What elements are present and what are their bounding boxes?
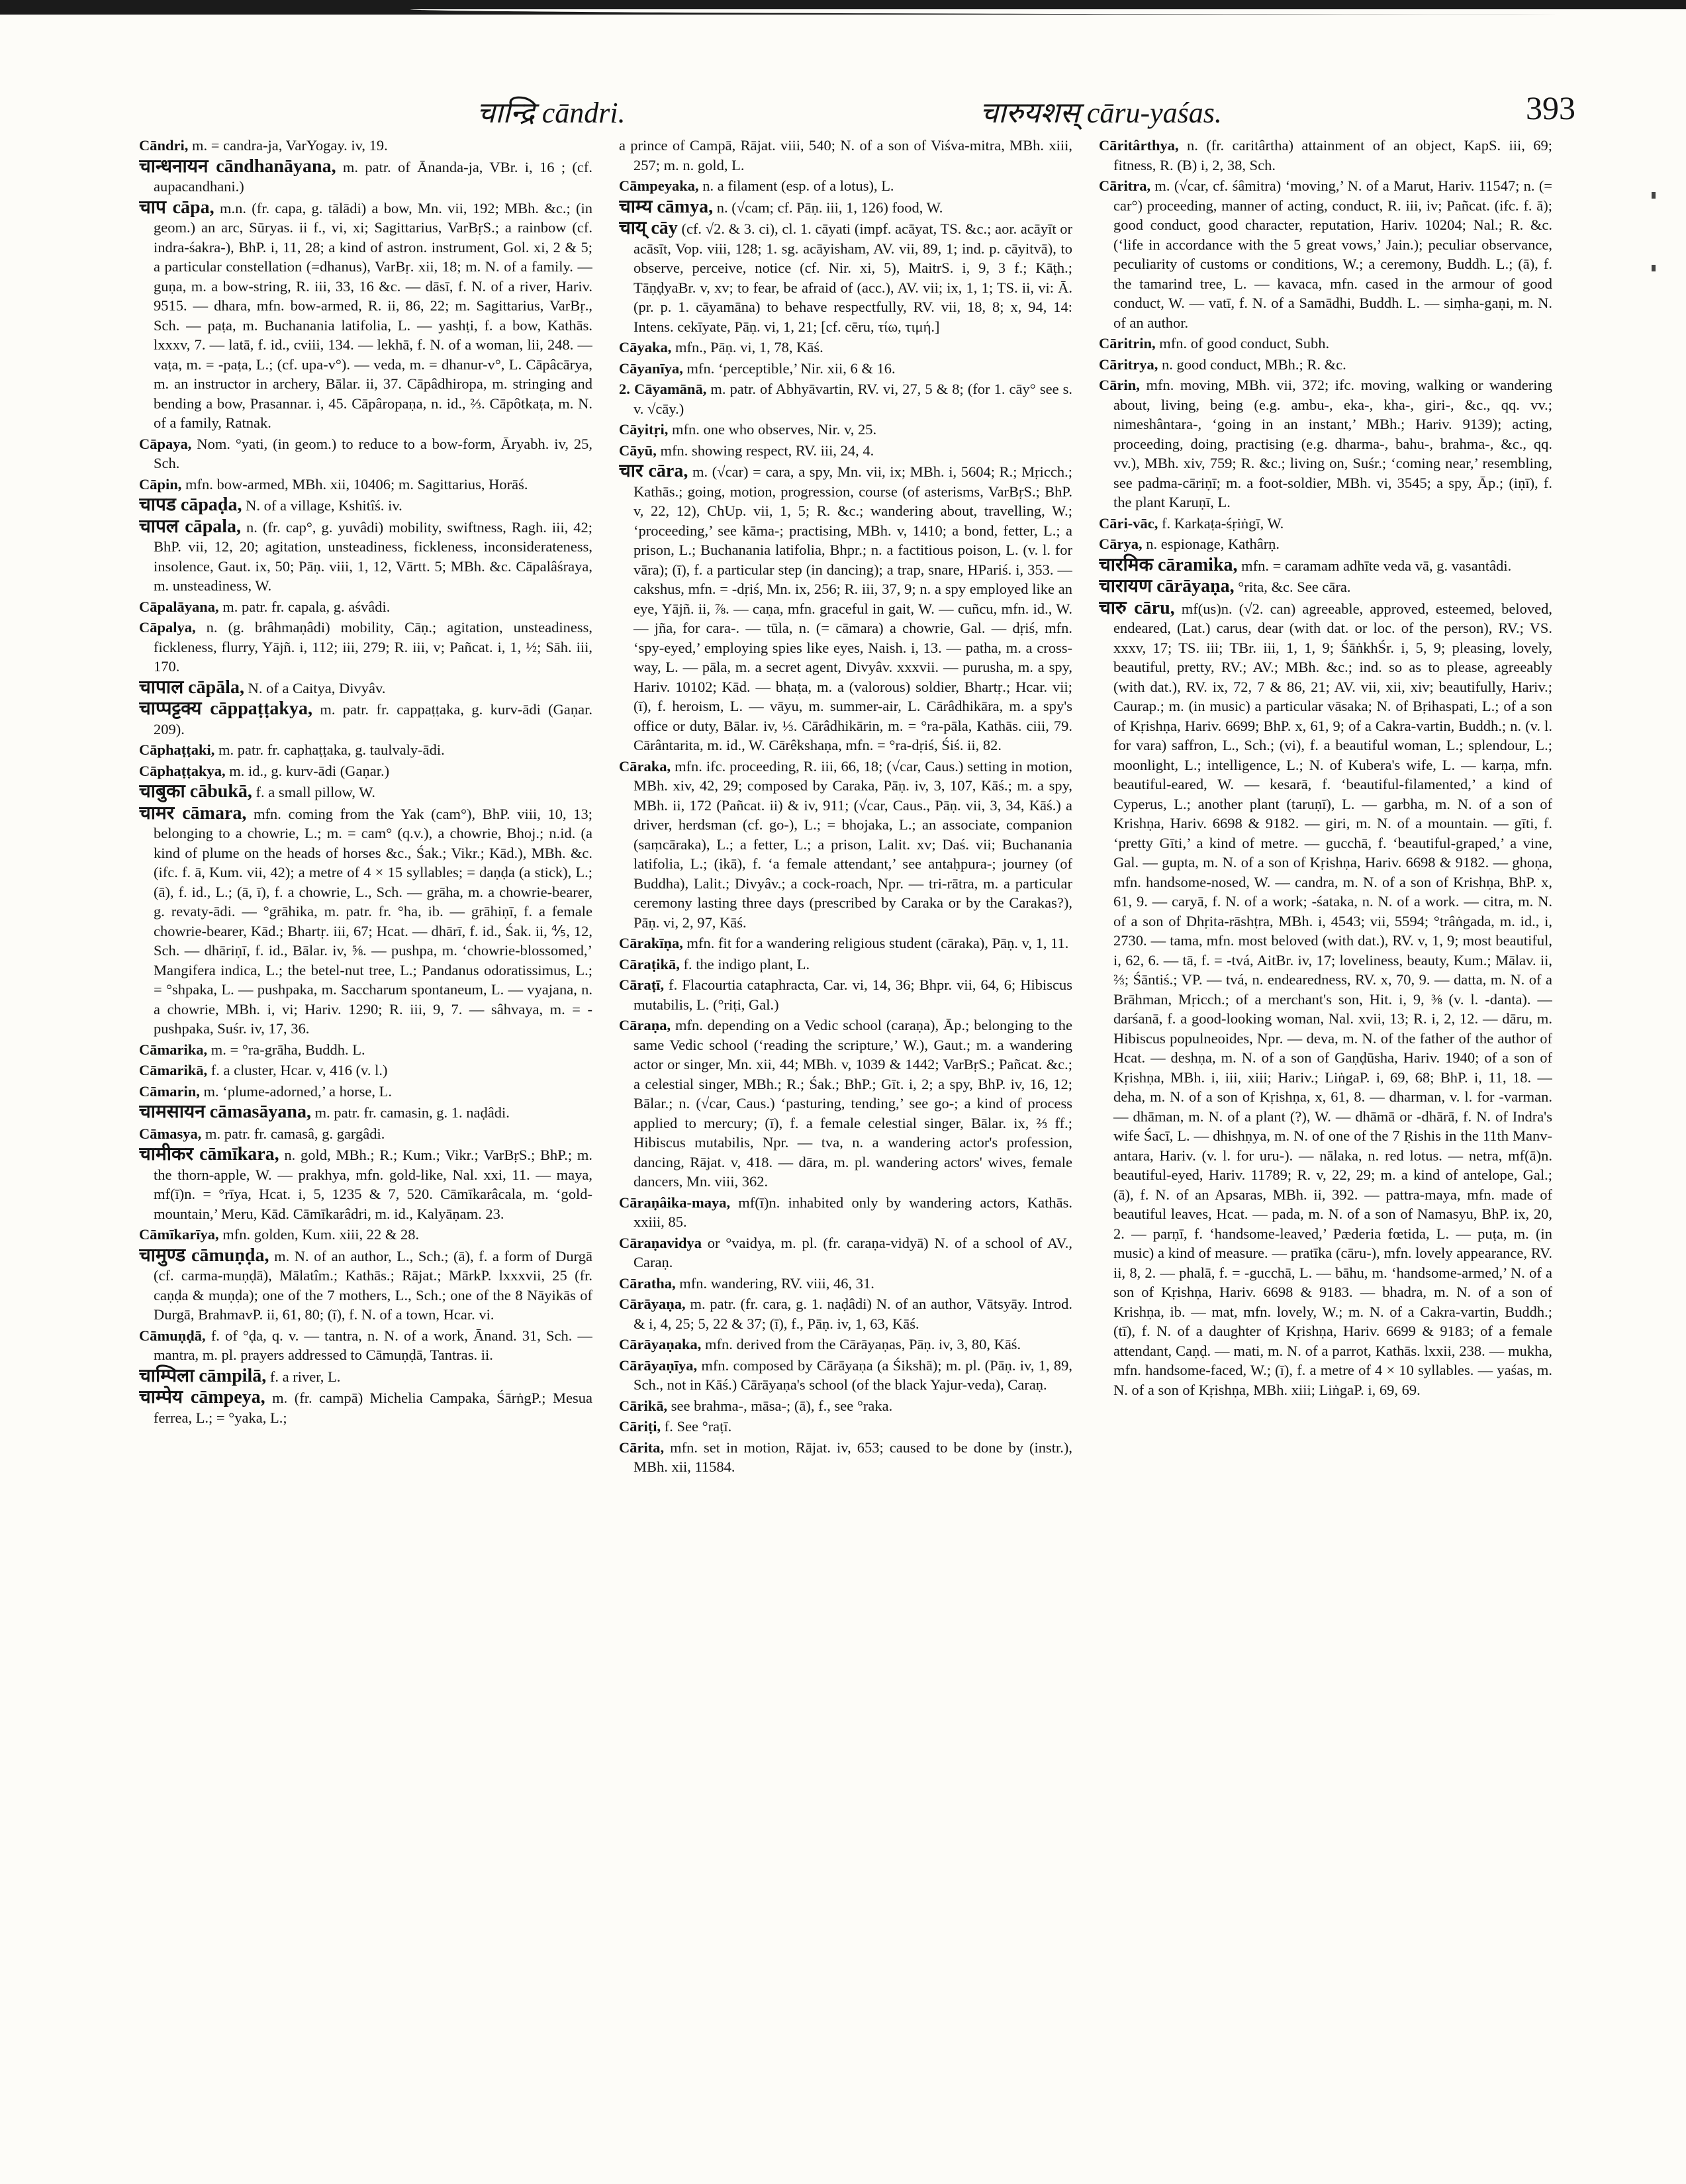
- entry-headword: Cāratha,: [619, 1274, 676, 1292]
- dictionary-entry: [619, 359, 1072, 379]
- page-number: 393: [1526, 89, 1575, 126]
- entry-definition: mfn. moving, MBh. vii, 372; ifc. moving, walking or wandering about, living, being (e.g. ambu-, eka-, kha-, giri-, &c., qq. vv.; nimeshântara-, ‘going in an instant,’ MBh.; Hariv. 9139); acting, proceeding, doing, practising (e.g. dharma-, bahu-, brahma-, &c., qq. vv.), MBh. xiv, 759; R. &c.; living on, Suśr.; ‘coming near,’ resembling, see padma-cāriṇī; m. a foot-soldier, MBh. vi, 3545; a spy, Āp.; (iṇī), f. the plant Karuṇī, L.: [1113, 377, 1552, 510]
- entry-definition: mfn., Pāṇ. vi, 1, 78, Kāś.: [675, 339, 823, 356]
- entry-headword: चाम्पेय cāmpeya,: [139, 1387, 265, 1407]
- dictionary-entry: [1099, 534, 1552, 554]
- entry-definition: f. of °ḍa, q. v. — tantra, n. N. of a work, Ānand. 31, Sch. — mantra, m. pl. prayers addressed to Cāmuṇḍā, Tantras. ii.: [154, 1327, 592, 1363]
- entry-headword: Cārikā,: [619, 1397, 668, 1414]
- entry-definition: m.n. (fr. capa, g. tālādi) a bow, Mn. vii, 192; MBh. &c.; (in geom.) an arc, Sūryas. ii f., vi, xi; Sagittarius, VarBṛS.; a rainbow (cf. indra-śakra-), BhP. i, 11, 28; a kind of astron. instrument, Gol. xi, 2 & 5; a particular constellation (=dhanus), VarBṛ. xii, 18; m. N. of a family. — guṇa, m. a bow-string, R. iii, 33, 16 &c. — dāsī, f. N. of a river, Hariv. 9515. — dhara, mfn. bow-armed, R. ii, 86, 22; m. Sagittarius, VarBṛ., Sch. — paṭa, m. Buchanania latifolia, L. — yashṭi, f. a bow, Kathās. lxxxv, 7. — latā, f. id., cviii, 134. — lekhā, f. N. of a woman, lii, 248. — vaṭa, m. = -paṭa, L.; (cf. upa-v°). — veda, m. = dhanur-v°, L. Cāpâcārya, m. an instructor in archery, Bālar. ii, 37. Cāpâdhiropa, m. stringing and bending a bow, Prasannar. i, 45. Cāpâropaṇa, n. id., ⅔. Cāpôtkaṭa, m. N. of a family, Ratnak.: [154, 199, 592, 431]
- entry-headword: Cāritrin,: [1099, 335, 1156, 352]
- entry-headword: Cāraṇa,: [619, 1017, 671, 1033]
- dictionary-entry: [619, 1193, 1072, 1232]
- dictionary-entry: [1099, 176, 1552, 332]
- entry-definition: n. (g. brâhmaṇâdi) mobility, Cāṇ.; agitation, unsteadiness, fickleness, flurry, Yājñ. i, 112; iii, 279; R. iii, v; Pañcat. i, 1, ½; Sāh. iii, 170.: [154, 619, 592, 675]
- dictionary-entry: [619, 1294, 1072, 1333]
- entry-headword: Cāmarikā,: [139, 1062, 208, 1078]
- entry-definition: mfn. showing respect, RV. iii, 24, 4.: [660, 442, 874, 459]
- dictionary-entry: [139, 1246, 592, 1325]
- entry-definition: f. the indigo plant, L.: [683, 955, 810, 973]
- entry-headword: Cāmasya,: [139, 1125, 202, 1142]
- entry-definition: mfn. bow-armed, MBh. xii, 10406; m. Sagittarius, Horāś.: [185, 475, 528, 493]
- entry-headword: चामीकर cāmīkara,: [139, 1144, 279, 1164]
- entry-headword: Cāraṭikā,: [619, 955, 680, 973]
- entry-headword: चामुण्ड cāmuṇḍa,: [139, 1245, 269, 1266]
- dictionary-entry: [619, 218, 1072, 336]
- dictionary-entry: [139, 157, 592, 197]
- dictionary-entry: [139, 517, 592, 596]
- entry-definition: m. = candra-ja, VarYogay. iv, 19.: [192, 137, 388, 154]
- entry-headword: चाम्पिला cāmpilā,: [139, 1365, 267, 1386]
- entry-headword: Cāyaka,: [619, 339, 672, 356]
- entry-headword: Cāphaṭṭakya,: [139, 762, 226, 779]
- dictionary-entry: [139, 475, 592, 495]
- entry-headword: Cāpalya,: [139, 619, 196, 636]
- dictionary-entry: [619, 379, 1072, 418]
- dictionary-entry: [139, 597, 592, 617]
- dictionary-entry: [139, 1102, 592, 1123]
- entry-definition: mfn. golden, Kum. xiii, 22 & 28.: [222, 1226, 420, 1243]
- dictionary-entry: [139, 1040, 592, 1060]
- entry-definition: f. a river, L.: [269, 1368, 341, 1385]
- entry-headword: Cāraṇâika-maya,: [619, 1194, 731, 1211]
- entry-definition: mfn. of good conduct, Subh.: [1159, 335, 1330, 352]
- dictionary-entry: [1099, 514, 1552, 534]
- entry-definition: m. patr. of Ānanda-ja, VBr. i, 16 ; (cf. aupacandhani.): [154, 158, 592, 195]
- page-header: [132, 85, 1575, 131]
- entry-definition: f. Flacourtia cataphracta, Car. vi, 14, 36; Bhpr. vii, 64, 6; Hibiscus mutabilis, L. (°riṭi, Gal.): [633, 976, 1072, 1013]
- dictionary-entry: [619, 197, 1072, 218]
- dictionary-entry: [139, 678, 592, 698]
- entry-definition: mfn. = caramam adhīte veda vā, g. vasantâdi.: [1241, 557, 1512, 574]
- entry-definition: mfn. ifc. proceeding, R. iii, 66, 18; (√car, Caus.) setting in motion, MBh. xiv, 42, 29; composed by Caraka, Pāṇ. iv, 3, 107, Kāś.; m. a spy, MBh. ii, 172 (Pañcat. ii) & iv, 911; (√car, Caus., Pāṇ. vii, 3, 34, Kāś.) a driver, herdsman (cf. go-), L.; = bhojaka, L.; an associate, companion (saṃcāraka), L.; a fetter, L.; a prison, Lalit. xv; Daś. vii; Buchanania latifolia, L.; (ikā), f. ‘a female attendant,’ see antaḥpura-; journey (of Buddha), Lalit.; Divyâv.; a cock-roach, Npr. — tri-rātra, m. a particular ceremony lasting three days (prescribed by Caraka or by the Carakas?), Pāṇ. vi, 2, 97, Kāś.: [633, 757, 1072, 931]
- entry-headword: Cāpalāyana,: [139, 598, 219, 615]
- entry-headword: चाम्य cāmya,: [619, 196, 714, 217]
- dictionary-entry: [619, 975, 1072, 1014]
- entry-headword: Cāndri,: [139, 137, 189, 154]
- entry-headword: Cārakīṇa,: [619, 935, 683, 951]
- dictionary-entry: [619, 441, 1072, 461]
- entry-definition: m. patr. of Abhyāvartin, RV. vi, 27, 5 & 8; (for 1. cāy° see s. v. √cāy.): [633, 381, 1072, 417]
- entry-definition: mfn. composed by Cārāyaṇa (a Śikshā); m. pl. (Pāṇ. iv, 1, 89, Sch., not in Kāś.) Cārāyaṇa's school (of the black Yajur-veda), Caraṇ.: [633, 1356, 1072, 1393]
- margin-mark: [1652, 192, 1656, 199]
- entry-definition: n. (fr. cap°, g. yuvâdi) mobility, swiftness, Ragh. iii, 42; BhP. vii, 12, 20; agitation, unsteadiness, fickleness, inconsiderateness, insolence, Gaut. ix, 50; Pāṇ. viii, 1, 12, Vārtt. 5; MBh. &c. Cāpalâśraya, m. unsteadiness, W.: [154, 518, 592, 594]
- entry-headword: Cāritrya,: [1099, 356, 1158, 373]
- entry-definition: n. (√cam; cf. Pāṇ. iii, 1, 126) food, W.: [716, 199, 943, 216]
- entry-headword: Cārita,: [619, 1439, 665, 1456]
- entry-definition: n. gold, MBh.; R.; Kum.; Vikr.; VarBṛS.; BhP.; m. the thorn-apple, W. — prakhya, mfn. gold-like, Nal. xxi, 11. — maya, mf(ī)n. = °rīya, Hcat. i, 5, 1235 & 7, 520. Cāmīkarâcala, m. ‘gold-mountain,’ Meru, Kād. Cāmīkarâdri, m. id., Kalyāṇam. 23.: [154, 1147, 592, 1222]
- entry-headword: Cārāyaṇaka,: [619, 1336, 702, 1353]
- dictionary-entry: [139, 782, 592, 802]
- dictionary-entry: [139, 136, 592, 156]
- entry-headword: Cāraka,: [619, 757, 671, 775]
- entry-definition: m. (√car) = cara, a spy, Mn. vii, ix; MBh. i, 5604; R.; Mṛicch.; Kathās.; going, motion, progression, course (of asterisms, VarBṛS.; BhP. v, 22, 12), ChUp. vii, 1, 5; R. &c.; wandering about, travelling, W.; ‘proceeding,’ see kāma-; practising, MBh. v, 1410; a bond, fetter, L.; a prison, L.; Buchanania latifolia, Bhpr.; n. a factitious poison, L. (v. l. for vāra); (ī), f. a particular step (in dancing); a trap, snare, HPariś. i, 353. — cakshus, mfn. = -dṛiś, Mn. ix, 256; R. iii, 37, 9; n. a spy employed like an eye, Yājñ. ii, ⅞. — caṇa, mfn. graceful in gait, W. — cuñcu, mfn. id., W. — jña, for cara-. — tūla, n. (= cāmara) a chowrie, Gal. — dṛiś, mfn. ‘spy-eyed,’ employing spies like eyes, Naish. i, 13. — patha, m. a cross-way, L. — pāla, m. a secret agent, Divyâv. xxxvii. — purusha, m. a spy, Hariv. 10102; Kād. — bhaṭa, m. a (valorous) soldier, Bhartṛ.; Hcar. vii; (ī), f. heroism, L. — vāyu, m. summer-air, L. Cārâdhikāra, m. a spy's office or duty, Bālar. iv, ⅓. Cārâdhikārin, m. = °ra-pāla, Kathās. ciii, 79. Cārântarita, m. id., W. Cārêkshaṇa, mfn. = °ra-dṛiś, Śiś. ii, 82.: [633, 463, 1072, 753]
- entry-definition: mf(ī)n. inhabited only by wandering actors, Kathās. xxiii, 85.: [633, 1194, 1072, 1230]
- entry-headword: Cāmpeyaka,: [619, 177, 699, 194]
- entry-definition: m. patr. (fr. cara, g. 1. naḍâdi) N. of an author, Vātsyāy. Introd. & i, 4, 25; 5, 22 & 37; (ī), f., Pāṇ. iv, 1, 63, Kāś.: [633, 1296, 1072, 1332]
- dictionary-entry: [619, 1016, 1072, 1192]
- entry-definition: mfn. wandering, RV. viii, 46, 31.: [679, 1274, 874, 1292]
- entry-definition: mfn. set in motion, Rājat. iv, 653; caused to be done by (instr.), MBh. xii, 11584.: [633, 1439, 1072, 1475]
- dictionary-entry: [619, 1438, 1072, 1477]
- entry-headword: Cāyū,: [619, 442, 657, 459]
- entry-headword: Cāritârthya,: [1099, 137, 1179, 154]
- entry-headword: चाप्पट्टक्य cāppaṭṭakya,: [139, 698, 312, 719]
- entry-headword: चापल cāpala,: [139, 516, 242, 537]
- entry-definition: f. Karkaṭa-śṛiṅgī, W.: [1161, 514, 1284, 532]
- entry-headword: Cārya,: [1099, 536, 1143, 552]
- entry-headword: Cāraṇavidya: [619, 1234, 702, 1251]
- entry-definition: N. of a Caitya, Divyâv.: [248, 679, 386, 696]
- entry-headword: चान्धनायन cāndhanāyana,: [139, 156, 336, 177]
- entry-headword: चाप cāpa,: [139, 197, 214, 218]
- entry-headword: Cāphaṭṭaki,: [139, 741, 215, 758]
- dictionary-entry: [619, 1417, 1072, 1437]
- dictionary-entry: [619, 176, 1072, 196]
- column-left: [139, 136, 592, 2155]
- entry-headword: Cāmarin,: [139, 1082, 200, 1100]
- entry-definition: (cf. √2. & 3. ci), cl. 1. cāyati (impf. acāyat, TS. &c.; aor. acāyīt or acāsīt, Vop. viii, 128; 1. sg. acāyisham, AV. vii, 89, 1; ind. p. cāyitvā), to observe, perceive, notice (cf. Nir. xi, 5), MaitrS. i, 9, 3 f.; Kāṭh.; TāṇḍyaBr. v, xv; to fear, be afraid of (acc.), AV. vii; ix, 1, 1; TS. ii, vi: Ā. (pr. p. 1. cāyamāna) to behave respectfully, RV. vii, 18, 8; x, 94, 14: Intens. cekīyate, Pāṇ. vi, 1, 21; [cf. cēru, τίω, τιμή.]: [633, 220, 1072, 335]
- entry-definition: N. of a village, Kshitîś. iv.: [246, 497, 402, 514]
- entry-headword: चापाल cāpāla,: [139, 677, 244, 698]
- dictionary-entry: [1099, 355, 1552, 375]
- entry-definition: m. = °ra-grāha, Buddh. L.: [211, 1041, 365, 1058]
- dictionary-entry: [139, 618, 592, 677]
- entry-headword: Cāmuṇḍā,: [139, 1327, 206, 1344]
- entry-headword: Cāmīkarīya,: [139, 1226, 219, 1243]
- entry-definition: m. patr. fr. capala, g. aśvâdi.: [222, 598, 391, 615]
- entry-definition: m. (√car, cf. śâmitra) ‘moving,’ N. of a Marut, Hariv. 11547; n. (= car°) proceeding, manner of acting, conduct, R. iii, iv; Pañcat. (ifc. f. ā); good conduct, good character, reputation, Hariv. 10204; Nal.; R. &c. (‘life in accordance with the 5 great vows,’ Jain.); peculiar observance, peculiarity of customs or conditions, W.; a ceremony, Buddh. L.; (ā), f. the tamarind tree, L. — kavaca, mfn. cased in the armour of good conduct, W. — vatī, f. N. of a Samādhi, Buddh. L. — siṃha-gaṇi, m. N. of an author.: [1113, 177, 1552, 331]
- dictionary-entry: [139, 740, 592, 760]
- entry-definition: mfn. fit for a wandering religious student (cāraka), Pāṇ. v, 1, 11.: [686, 935, 1069, 951]
- entry-definition: m. patr. fr. camasin, g. 1. naḍâdi.: [314, 1104, 510, 1121]
- entry-definition: n. (fr. caritârtha) attainment of an object, KapS. iii, 69; fitness, R. (B) i, 2, 38, Sch.: [1113, 137, 1552, 173]
- entry-headword: Cāpin,: [139, 475, 182, 493]
- running-head-right: चारुयशस् cāru-yaśas.: [980, 97, 1222, 129]
- entry-headword: Cārāyaṇīya,: [619, 1356, 698, 1374]
- entry-definition: mfn. coming from the Yak (cam°), BhP. viii, 10, 13; belonging to a chowrie, L.; m. = cam° (q.v.), a chowrie, Bhoj.; n.id. (a kind of plume on the heads of horses &c., Śak.; Vikr.; Kād.), MBh. &c. (ifc. f. ā, Kum. vii, 42); a metre of 4 × 15 syllables; = daṇḍa (a stick), L.; (ā), f. id., L.; (ā, ī), f. a chowrie, L., Sch. — grāha, m. a chowrie-bearer, g. revaty-ādi. — °grāhika, m. patr. fr. °ha, ib. — grāhiṇī, f. a female chowrie-bearer, Kād.; Bhartṛ. iii, 67; Hcat. — dhārī, f. id., Śak. ii, ⅘, 12, Sch. — dhāriṇī, f. id., Bālar. iv, ⅝. — pushpa, m. ‘chowrie-blossomed,’ Mangifera indica, L.; the betel-nut tree, L.; Pandanus odoratissimus, L.; = °shpaka, L. — pushpaka, m. Saccharum spontaneum, L. — vyajana, n. a chowrie, MBh. i, vi; Hariv. 1290; R. iii, 9, 7. — sâhvaya, m. = -pushpaka, Suśr. iv, 17, 36.: [154, 805, 592, 1037]
- entry-headword: चामसायन cāmasāyana,: [139, 1102, 311, 1122]
- entry-definition: °rita, &c. See cāra.: [1238, 579, 1351, 595]
- dictionary-entry: [1099, 375, 1552, 512]
- entry-definition: m. id., g. kurv-ādi (Gaṇar.): [229, 762, 390, 779]
- entry-definition: m. (fr. campā) Michelia Campaka, ŚārṅgP.; Mesua ferrea, L.; = °yaka, L.;: [154, 1390, 592, 1426]
- dictionary-entry: [139, 1225, 592, 1245]
- column-middle: [619, 136, 1072, 2155]
- entry-headword: Cāmarika,: [139, 1041, 208, 1058]
- entry-definition: mfn. one who observes, Nir. v, 25.: [671, 421, 877, 438]
- dictionary-entry: [139, 1326, 592, 1365]
- dictionary-entry: [1099, 598, 1552, 1400]
- entry-headword: चारायण cārāyaṇa,: [1099, 576, 1235, 596]
- dictionary-entry: [619, 420, 1072, 440]
- dictionary-entry: [139, 761, 592, 781]
- dictionary-entry: [619, 338, 1072, 357]
- dictionary-entry: [139, 1124, 592, 1144]
- entry-definition: m. ‘plume-adorned,’ a horse, L.: [203, 1082, 392, 1100]
- dictionary-entry: [139, 434, 592, 473]
- entry-headword: Cāpaya,: [139, 435, 192, 452]
- column-right: [1099, 136, 1552, 2155]
- entry-definition: m. N. of an author, L., Sch.; (ā), f. a form of Durgā (cf. carma-muṇḍā), Mālatîm.; Kathās.; Rājat.; MārkP. lxxxvii, 25 (fr. caṇḍa & muṇḍa); one of the 7 mothers, L., Sch.; one of the 8 Nāyikās of Durgā, BrahmavP. ii, 61, 80; (ī), f. N. of a town, Hcar. vi.: [154, 1247, 592, 1323]
- entry-definition: mfn. derived from the Cārāyaṇas, Pāṇ. iv, 3, 80, Kāś.: [705, 1336, 1021, 1353]
- entry-definition: m. patr. fr. camasâ, g. gargâdi.: [205, 1125, 385, 1142]
- entry-definition: f. a cluster, Hcar. v, 416 (v. l.): [211, 1062, 388, 1078]
- dictionary-entry: [619, 136, 1072, 175]
- entry-headword: Cārin,: [1099, 377, 1140, 393]
- entry-definition: m. patr. fr. caphaṭṭaka, g. taulvaly-ādi.: [218, 741, 445, 758]
- entry-headword: 2. Cāyamānā,: [619, 381, 707, 397]
- entry-headword: चाय् cāy: [619, 218, 678, 238]
- entry-definition: or °vaidya, m. pl. (fr. caraṇa-vidyā) N. of a school of AV., Caraṇ.: [633, 1234, 1072, 1270]
- dictionary-entry: [139, 699, 592, 739]
- entry-definition: n. espionage, Kathârṇ.: [1146, 536, 1280, 552]
- entry-headword: चापड cāpaḍa,: [139, 495, 242, 515]
- entry-definition: n. good conduct, MBh.; R. &c.: [1161, 356, 1346, 373]
- dictionary-entry: [1099, 555, 1552, 576]
- dictionary-entry: [619, 1274, 1072, 1294]
- entry-headword: Cāri-vāc,: [1099, 514, 1158, 532]
- dictionary-entry: [619, 1335, 1072, 1354]
- entry-definition: mfn. ‘perceptible,’ Nir. xii, 6 & 16.: [686, 359, 896, 377]
- dictionary-entry: [619, 1396, 1072, 1416]
- dictionary-entry: [1099, 136, 1552, 175]
- entry-headword: चाबुका cābukā,: [139, 781, 252, 802]
- entry-headword: Cāyitṛi,: [619, 421, 669, 438]
- dictionary-entry: [139, 1082, 592, 1102]
- entry-headword: चारमिक cāramika,: [1099, 554, 1238, 575]
- dictionary-entry: [139, 804, 592, 1039]
- entry-headword: चार cāra,: [619, 461, 688, 481]
- entry-headword: चारु cāru,: [1099, 597, 1175, 618]
- dictionary-entry: [1099, 577, 1552, 597]
- dictionary-entry: [139, 495, 592, 516]
- dictionary-entry: [619, 955, 1072, 974]
- dictionary-entry: [619, 757, 1072, 933]
- dictionary-entry: [1099, 334, 1552, 354]
- entry-definition: mfn. depending on a Vedic school (caraṇa), Āp.; belonging to the same Vedic school (‘reading the scripture,’ W.), Gaut.; m. a wandering actor or singer, Mn. xii, 44; MBh. v, 1039 & 1442; VarBṛS.; Pañcat. &c.; a celestial singer, MBh.; R.; Śak.; BhP.; Gīt. i, 2; a spy, BhP. iv, 16, 12; Bālar.; n. (√car, Caus.) ‘pasturing, tending,’ see go-; a kind of process applied to mercury; (ī), f. a female celestial singer, Bālar. ix, ⅔ ff.; Hibiscus mutabilis, Npr. — tva, n. a wandering actor's profession, dancing, Rājat. v, 418. — dāra, m. pl. wandering actors' wives, female dancers, Mn. viii, 362.: [633, 1017, 1072, 1190]
- entry-definition: f. See °raṭī.: [664, 1418, 732, 1435]
- entry-headword: Cāritra,: [1099, 177, 1151, 194]
- dictionary-entry: [619, 1356, 1072, 1395]
- entry-headword: Cāraṭī,: [619, 976, 665, 993]
- running-head-left: चान्द्रि cāndri.: [477, 97, 626, 129]
- entry-definition: m. patr. fr. cappaṭṭaka, g. kurv-ādi (Gaṇar. 209).: [154, 701, 592, 737]
- entry-definition: see brahma-, māsa-; (ā), f., see °raka.: [671, 1397, 893, 1414]
- dictionary-entry: [139, 1145, 592, 1223]
- entry-headword: Cāyanīya,: [619, 359, 683, 377]
- dictionary-entry: [139, 1388, 592, 1427]
- entry-headword: Cārāyaṇa,: [619, 1296, 686, 1312]
- dictionary-entry: [619, 1233, 1072, 1272]
- entry-definition: n. a filament (esp. of a lotus), L.: [702, 177, 894, 194]
- dictionary-entry: [619, 933, 1072, 953]
- dictionary-entry: [139, 1061, 592, 1080]
- entry-definition: mf(us)n. (√2. can) agreeable, approved, esteemed, beloved, endeared, (Lat.) carus, dear (with dat. or loc. of the person), RV.; VS. xxxv, 17; TS. iii; TBr. iii, 1, 1, 9; ŚāṅkhŚr. i, 5, 9; pleasing, lovely, beautiful, pretty, RV.; AV.; MBh. &c.; ind. so as to please, agreeably (with dat.), RV. ix, 72, 7 & 86, 21; AV. vii, xii, xiv; beautifully, Hariv.; Caurap.; m. (in music) a particular vāsaka; N. of Bṛihaspati, L.; of a son of Kṛishṇa, Hariv. 6699; BhP. x, 61, 9; of a Cakra-vartin, Buddh.; n. (v. l. for vara) saffron, L., Sch.; (vi), f. a beautiful woman, L.; splendour, L.; moonlight, L.; intelligence, L.; N. of Kubera's wife, L. — karṇa, mfn. beautiful-eared, W. — kesarā, f. ‘beautiful-filamented,’ a kind of Cyperus, L.; another plant (taruṇī), L. — garbha, m. N. of a son of Krishṇa, Hariv. 6698 & 9182. — giri, m. N. of a mountain. — gīti, f. ‘pretty Gīti,’ a kind of metre. — gucchā, f. ‘beautiful-graped,’ a vine, Gal. — gupta, m. N. of a son of Kṛishṇa, Hariv. 6698 & 9182. — ghoṇa, mfn. handsome-nosed, W. — candra, m. N. of a son of Krishṇa, BhP. x, 61, 9. — caryā, f. N. of a work; -śataka, n. N. of a work. — citra, m. N. of a son of Dhṛita-rāshṭra, MBh. i, 4543; vii, 5594; °trâṅgada, m. id., i, 2730. — tama, mfn. most beloved (with dat.), RV. v, 1, 9; most beautiful, i, 62, 6. — tā, f. = -tvá, AitBr. iv, 17; loveliness, beauty, Kum.; Mālav. ii, ⅔; Śāntiś.; VP. — tvá, n. endearedness, RV. x, 70, 9. — datta, m. N. of a Brāhman, Mṛicch.; of a merchant's son, Hit. i, 9, ⅜ (v. l. -danta). — darśanā, f. a good-looking woman, Nal. xvii, 13; R. i, 2, 12. — dāru, m. Hibiscus populneoides, Npr. — deva, m. N. of the father of the author of Hcat. — deshṇa, m. N. of a son of Gaṇḍūsha, Hariv. 1940; of a son of Kṛishṇa, MBh. i, iii, xiii; Hariv.; LiṅgaP. i, 69, 68; BhP. i, 11, 18. — deha, m. N. of a son of Kṛishṇa, x, 61, 8. — dharman, v. l. for -varman. — dhāman, m. N. of a plant (?), W. — dhāmā or -dhārā, f. N. of Indra's wife Śacī, L. — dhishṇya, m. N. of one of the 7 Ṛishis in the 11th Manv-antara, Hariv. (v. l. for uru-). — nālaka, n. red lotus. — netra, mf(ā)n. beautiful-eyed, Hariv. 11789; R. v, 22, 29; m. a kind of antelope, Gal.; (ā), f. N. of an Apsaras, MBh. ii, 392. — pattra-maya, mfn. made of beautiful leaves, Hcat. — pada, m. N. of a son of Namasyu, BhP. ix, 20, 2. — parṇī, f. ‘handsome-leaved,’ Pæderia fœtida, L. — puṭa, m. (in music) a kind of measure. — pratīka (cāru-), mfn. lovely appearance, RV. ii, 8, 2. — phalā, f. = -gucchā, L. — bāhu, m. ‘handsome-armed,’ N. of a son of Kṛishṇa, Hariv. 6698 & 9183. — bhadra, m. N. of a son of Krishṇa, ib. — mat, mfn. lovely, W.; m. N. of a Cakra-vartin, Buddh.; (tī), f. N. of a daughter of Kṛishṇa, Hariv. 6699 & 9183; of a female attendant, Caṇḍ. — mati, m. N. of a parrot, Kathās. lxxii, 238. — mukha, mfn. handsome-faced, W.; (ī), f. a metre of 4 × 10 syllables. — yaśas, m. N. of a son of Kṛishṇa, MBh. xiii; LiṅgaP. i, 69, 69.: [1113, 600, 1552, 1398]
- entry-definition: Nom. °yati, (in geom.) to reduce to a bow-form, Āryabh. iv, 25, Sch.: [154, 435, 592, 471]
- entry-definition: f. a small pillow, W.: [256, 784, 375, 800]
- dictionary-entry: [139, 1366, 592, 1387]
- dictionary-entry: [619, 461, 1072, 755]
- scan-top-edge: [0, 0, 1686, 15]
- margin-mark: [1652, 265, 1656, 271]
- dictionary-entry: [139, 198, 592, 433]
- entry-definition: a prince of Campā, Rājat. viii, 540; N. of a son of Viśva-mitra, MBh. xiii, 257; m. n. gold, L.: [619, 137, 1072, 173]
- entry-headword: चामर cāmara,: [139, 802, 247, 824]
- entry-headword: Cāriṭi,: [619, 1418, 661, 1435]
